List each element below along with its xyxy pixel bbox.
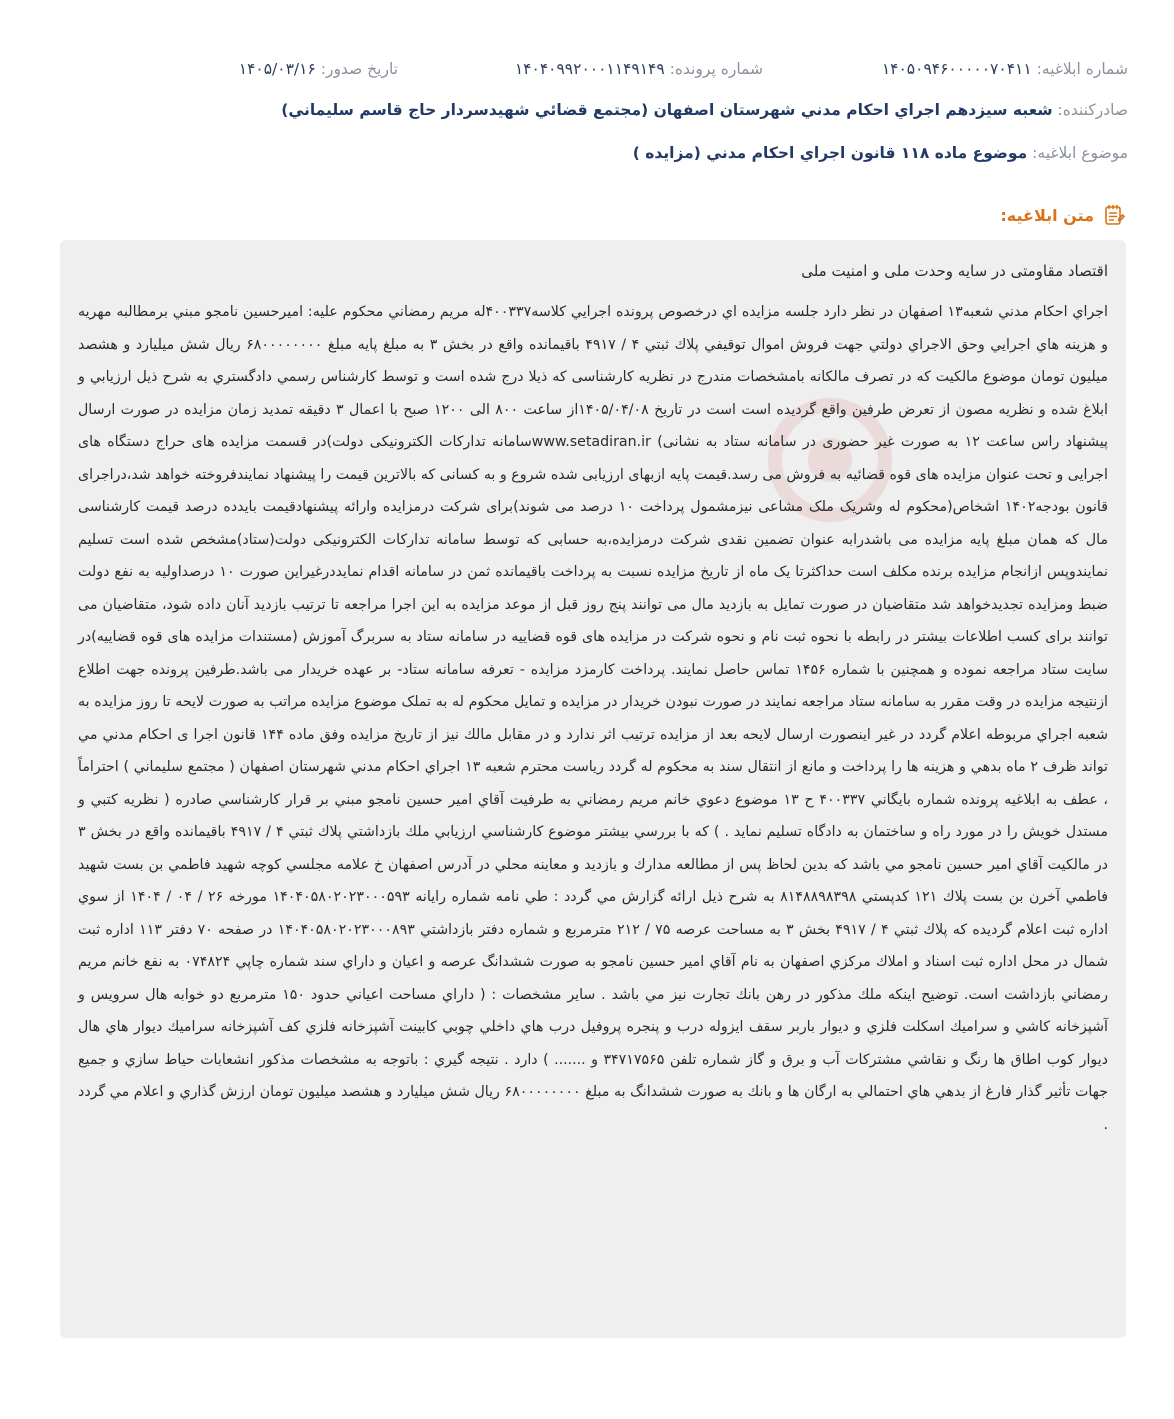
meta-row-subject xyxy=(46,142,1128,164)
subject-value: موضوع ماده ۱۱۸ قانون اجراي احكام مدني (مزايده ) xyxy=(632,144,1028,162)
notice-content-box xyxy=(60,240,1126,1338)
issuer-value: شعبه سيزدهم اجراي احكام مدني شهرستان اصفهان (مجتمع قضائي شهيدسردار حاج قاسم سليماني) xyxy=(281,101,1053,119)
notice-number-label: شماره ابلاغیه: xyxy=(1036,60,1128,78)
notice-number-value: ۱۴۰۵۰۹۴۶۰۰۰۰۰۷۰۴۱۱ xyxy=(881,60,1032,78)
case-number-label: شماره پرونده: xyxy=(669,60,763,78)
meta-row-issuer xyxy=(46,99,1128,121)
subject-label: موضوع ابلاغیه: xyxy=(1032,144,1128,162)
issue-date-value: ۱۴۰۵/۰۳/۱۶ xyxy=(238,60,316,78)
content-heading: اقتصاد مقاومتی در سایه وحدت ملی و امنیت ملی xyxy=(801,262,1108,280)
issuer-label: صادرکننده: xyxy=(1057,101,1128,119)
issue-date xyxy=(239,58,398,80)
notice-text-section-title xyxy=(1000,203,1126,227)
notice-number xyxy=(882,58,1128,80)
content-body: اجراي احكام مدني شعبه۱۳ اصفهان در نظر دارد جلسه مزايده اي درخصوص پرونده اجرايي كلاسه۴۰۰۳۳۷له مريم رمضاني محكوم عليه: اميرحسين نامجو مبني برمطالبه مهريه و هزينه هاي اجرايي وحق الاجراي دولتي جهت فروش اموال توقيفي پلاك ثبتي ۴ / ۴۹۱۷ باقيمانده واقع در بخش ۳ به مبلغ پايه مبلغ ۶۸۰۰۰۰۰۰۰۰ ريال شش ميليارد و هشصد ميليون تومان موضوع مالكيت كه در تصرف مالكانه بامشخصات مندرج در نظريه كارشناسی كه ذيلا درج شده است و توسط كارشناس رسمي دادگستري به شرح ذيل ارزيابي و ابلاغ شده و نظريه مصون از تعرض طرفين واقع گرديده است است در تاريخ ۱۴۰۵/۰۴/۰۸از ساعت ۸۰۰ الی ۱۲۰۰ صبح با اعمال ۳ دقيقه تمديد زمان مزايده در صورت ارسال پيشنهاد راس ساعت ۱۲ به صورت غیر حضوری در سامانه ستاد به نشانی) www.setadiran.irسامانه تدارکات الکترونیکی دولت)در قسمت مزايده های حراج دستگاه های اجرايی و تحت عنوان مزايده های قوه قضائيه به فروش می رسد.قيمت پايه ازبهای ارزيابی شده شروع و به کسانی که بالاترين قيمت را پيشنهاد نمايندفروخته خواهد شد،دراجرای قانون بودجه۱۴۰۲ اشخاص(محکوم له وشريک ملک مشاعی نيزمشمول پرداخت ۱۰ درصد می شوند)برای شرکت درمزايده وارائه پيشنهادقيمت بايدده درصد قیمت کارشناسی مال که همان مبلغ پايه مزايده می باشدرابه عنوان تضمين نقدی شرکت درمزايده،به حسابی که توسط سامانه تدارکات الکترونیکی دولت(ستاد)مشخص شده است تسليم نمايندوپس ازانجام مزايده برنده مکلف است حداکثرتا يک ماه از تاريخ مزايده نسبت به پرداخت باقيمانده ثمن در سامانه اقدام نمايددرغيراين صورت ۱۰ درصداوليه به نفع دولت ضبط ومزايده تجديدخواهد شد متقاضيان در صورت تمايل به بازديد مال می توانند پنج روز قبل از موعد مزايده به اين اجرا مراجعه تا ترتيب بازديد آنان داده شود، متقاضيان می توانند برای کسب اطلاعات بيشتر در رابطه با نحوه ثبت نام و نحوه شرکت در مزايده های قوه قضاييه در سامانه ستاد به سربرگ آموزش (مستندات مزايده های قوه قضاييه)در سايت ستاد مراجعه نموده و همچنين با شماره ۱۴۵۶ تماس حاصل نمايند. پرداخت کارمزد مزايده - تعرفه سامانه ستاد- بر عهده خريدار می باشد.طرفين پرونده جهت اطلاع ازنتيجه مزايده در وقت مقرر به سامانه ستاد مراجعه نمايند در صورت نبودن خريدار در مزايده و تمايل محكوم له به تملک موضوع مزايده مراتب به صورت لايحه تا روز مزايده به شعبه اجراي مربوطه اعلام گردد در غير اينصورت ارسال لايحه بعد از مزايده ترتيب اثر ندارد و در مقابل مالك نيز از تاريخ مزايده وفق ماده ۱۴۴ قانون اجرا ی احكام مدني مي تواند ظرف ۲ ماه بدهي و هزينه ها را پرداخت و مانع از انتقال سند به محكوم له گردد رياست محترم شعبه ۱۳ اجراي احكام مدني شهرستان اصفهان ( مجتمع سليماني ) احتراماً ، عطف به ابلاغيه پرونده شماره بايگاني ۴۰۰۳۳۷ ح ۱۳ موضوع دعوي خانم مريم رمضاني به طرفيت آقاي امير حسين نامجو مبني بر قرار كارشناسي صادره ( نظريه كتبي و مستدل خويش را در مورد راه و ساختمان به دادگاه تسليم نمايد . ) كه با بررسي بيشتر موضوع كارشناسي ارزيابي ملك بازداشتي پلاك ثبتي ۴ / ۴۹۱۷ باقيمانده واقع در بخش ۳ در مالكيت آقاي امير حسين نامجو مي باشد كه بدين لحاظ پس از مطالعه مدارك و بازديد و معاينه محلي در آدرس اصفهان خ علامه مجلسي كوچه شهيد فاطمي بن بست شهيد فاطمي آخرن بن بست پلاك ۱۲۱ كدپستي ۸۱۴۸۸۹۸۳۹۸ به شرح ذيل ارائه گزارش مي گردد : طي نامه شماره رايانه ۱۴۰۴۰۵۸۰۲۰۲۳۰۰۰۵۹۳ مورخه ۲۶ / ۰۴ / ۱۴۰۴ از سوي اداره ثبت اعلام گرديده كه پلاك ثبتي ۴ / ۴۹۱۷ بخش ۳ به مساحت عرصه ۷۵ / ۲۱۲ مترمربع و شماره دفتر بازداشتي ۱۴۰۴۰۵۸۰۲۰۲۳۰۰۰۸۹۳ در صفحه ۷۰ دفتر ۱۱۳ اداره ثبت شمال در محل اداره ثبت اسناد و املاك مركزي اصفهان به نام آقاي امير حسين نامجو به صورت ششدانگ عرصه و اعيان و داراي سند شماره چاپي ۰۷۴۸۲۴ به نفع خانم مريم رمضاني بازداشت است. توضيح اينكه ملك مذكور در رهن بانك تجارت نيز مي باشد . ساير مشخصات : ( داراي مساحت اعياني حدود ۱۵۰ مترمربع دو خوابه هال سرويس و آشپزخانه كاشي و سراميك اسكلت فلزي و ديوار باربر سقف ايزوله درب و پنجره پروفيل درب هاي داخلي چوبي كابينت آشپزخانه فلزي كف آشپزخانه سراميك ديوار هاي هال ديوار كوب اطاق ها رنگ و نقاشي مشتركات آب و برق و گاز شماره تلفن ۳۴۷۱۷۵۶۵ و ....... ) دارد . نتيجه گيري : باتوجه به مشخصات مذكور انشعابات حياط سازي و جميع جهات تأثير گذار فارغ از بدهي هاي احتمالي به ارگان ها و بانك به صورت ششدانگ به مبلغ ۶۸۰۰۰۰۰۰۰۰ ريال شش ميليارد و هشصد ميليون تومان ارزش گذاري و اعلام مي گردد . xyxy=(78,304,1109,1133)
section-title-label: متن ابلاغیه: xyxy=(1000,205,1094,225)
case-number-value: ۱۴۰۴۰۹۹۲۰۰۰۱۱۴۹۱۴۹ xyxy=(514,60,665,78)
issue-date-label: تاریخ صدور: xyxy=(320,60,398,78)
document-note-icon xyxy=(1102,203,1126,227)
case-number xyxy=(515,58,763,80)
